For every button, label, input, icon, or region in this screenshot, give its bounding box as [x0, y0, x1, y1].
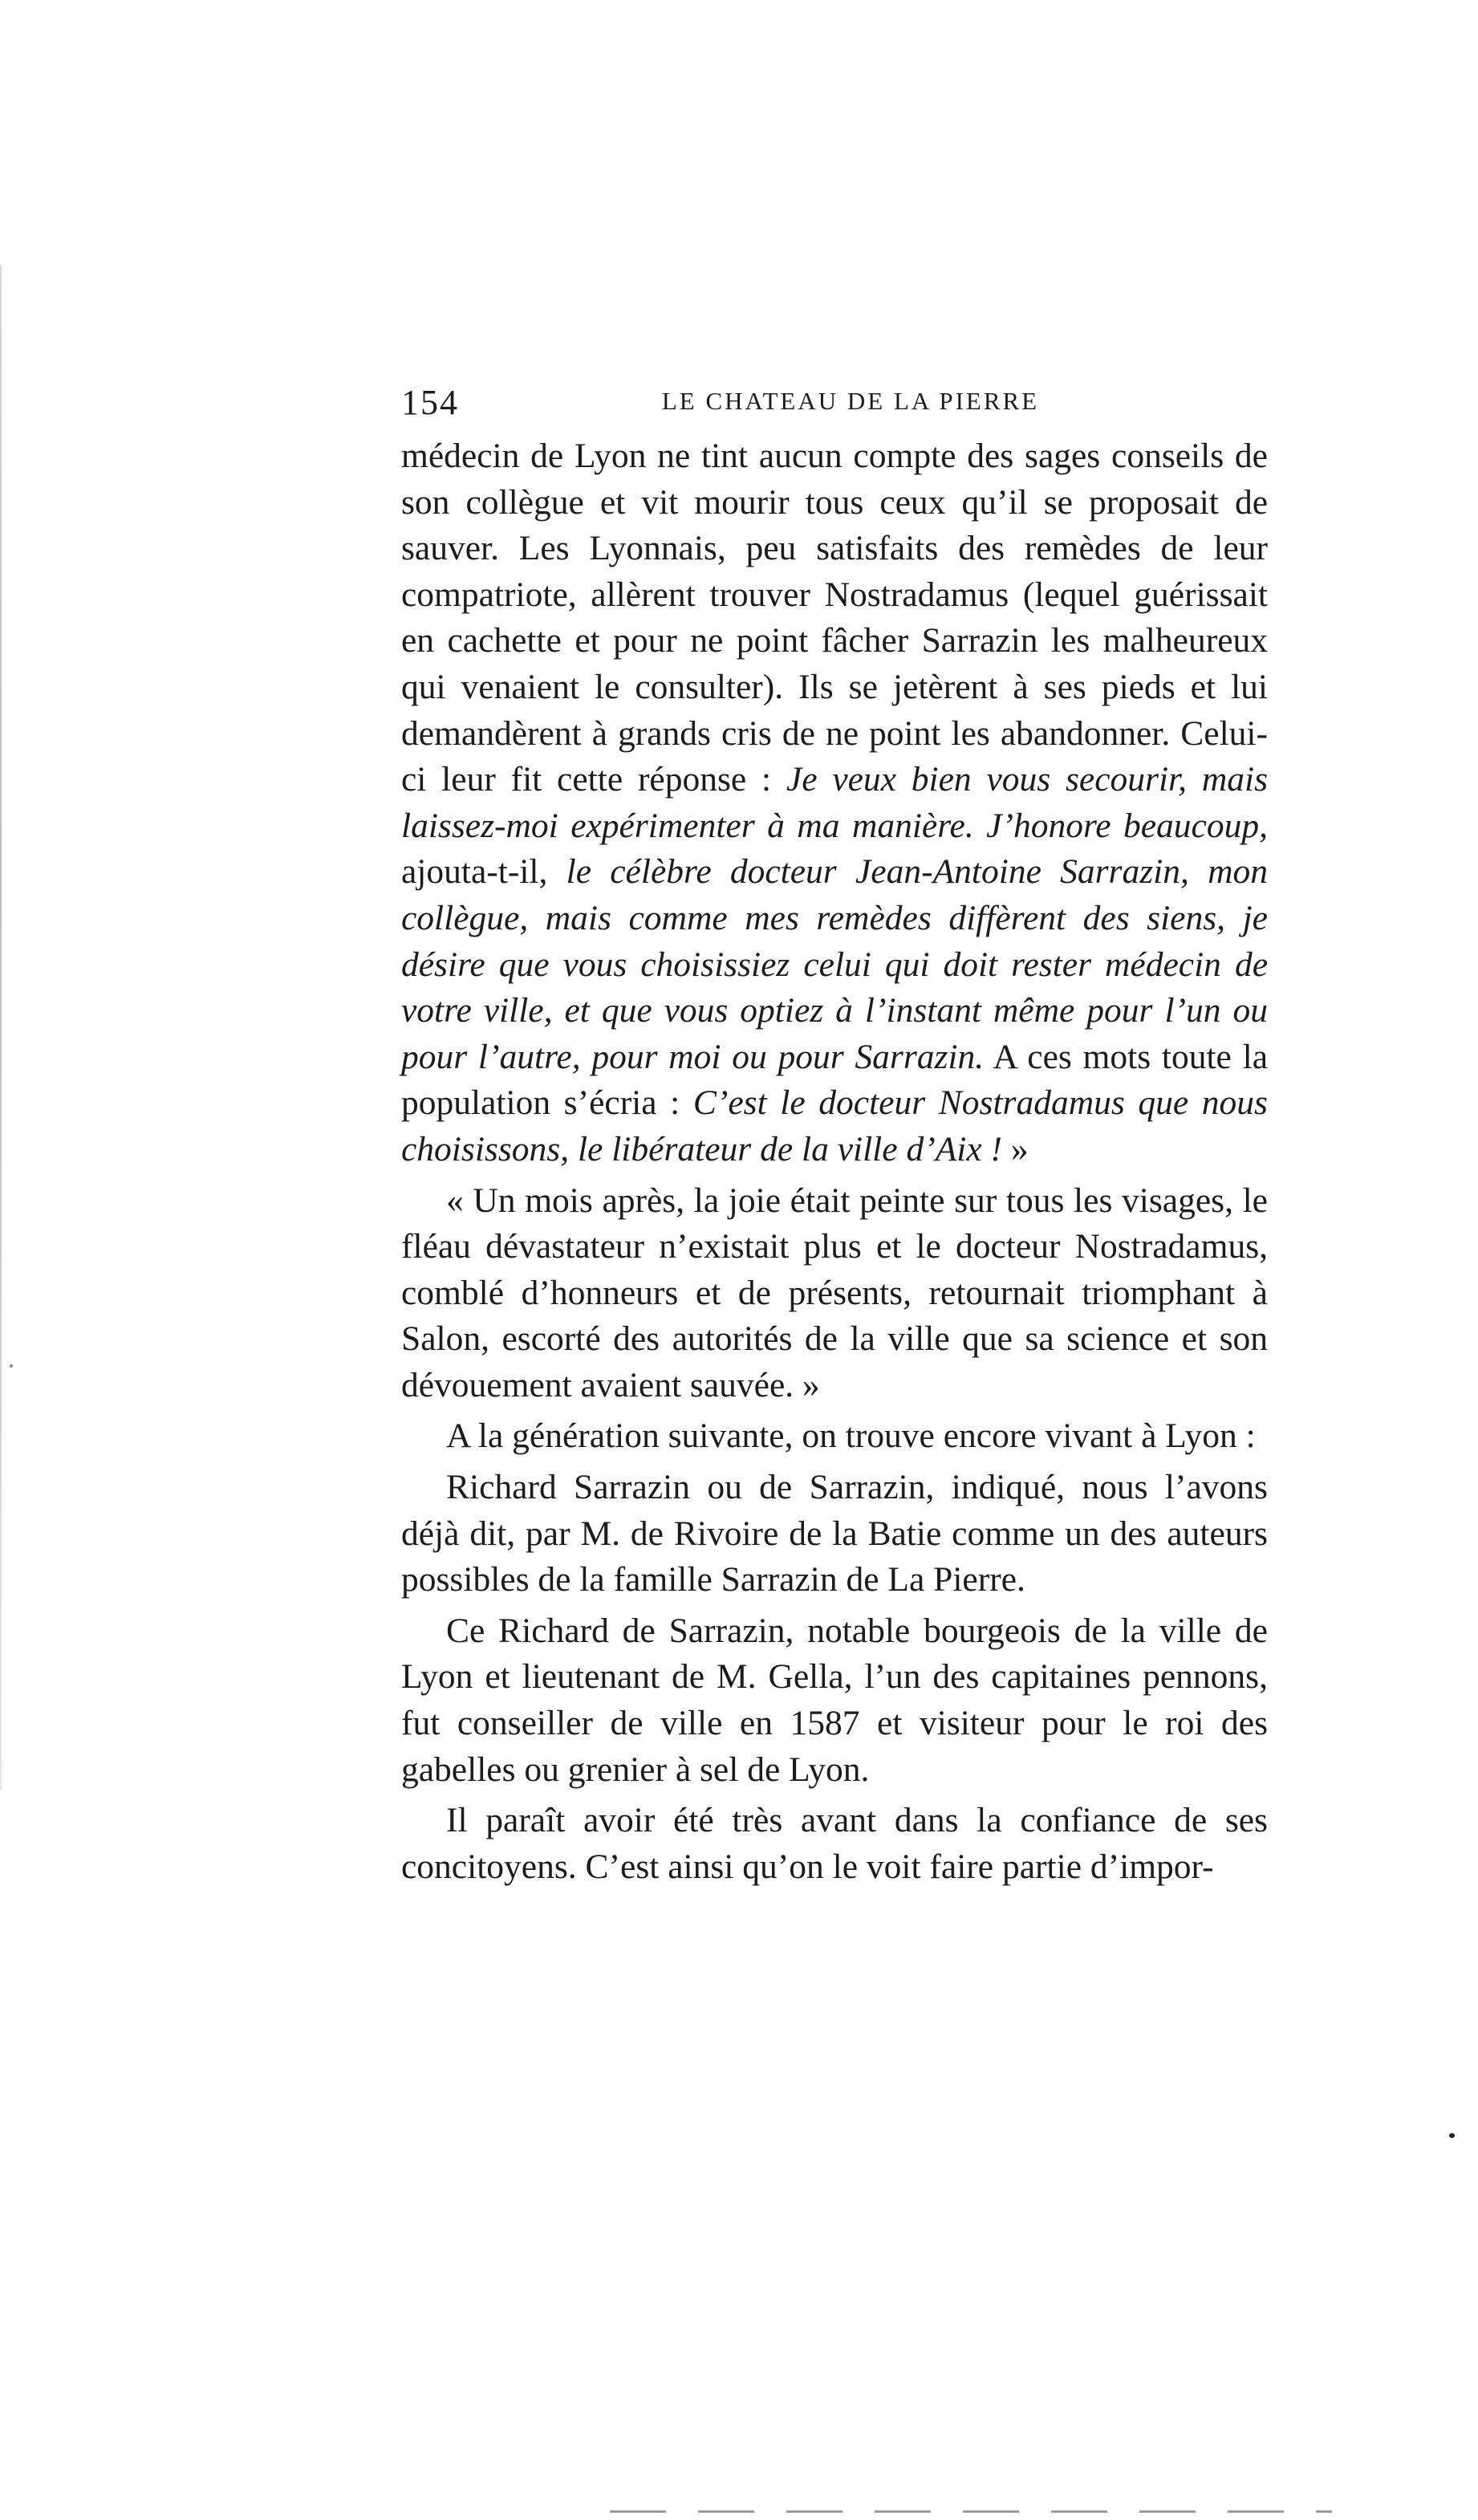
paragraph	[401, 1798, 1268, 1890]
page-header	[401, 382, 1268, 430]
paragraph	[401, 1178, 1268, 1409]
paragraph	[401, 1465, 1268, 1603]
ink-speck	[1449, 2133, 1455, 2138]
text-run: Ce Richard de Sarrazin, notable bourgeois de la ville de Lyon et lieutenant de M. Gella, l’un des capitaines pennons, fut conseiller de ville en 1587 et visiteur pour le roi des gabelles ou grenier à sel de Lyon.	[401, 1611, 1268, 1789]
text-run: A ces mots toute la population s’écria :	[401, 1037, 1268, 1123]
text-run: médecin de Lyon ne tint aucun compte des sages conseils de son collègue et vit mourir tous ceux qu’il se proposait de sauver. Les Lyonnais, peu satisfaits des remèdes de leur compatriote, allèrent trouver Nostradamus (lequel guérissait en cachette et pour ne point fâcher Sarrazin les malheureux qui venaient le consulter). Ils se jetèrent à ses pieds et lui demandèrent à grands cris de ne point les abandonner. Celui-ci leur fit cette réponse :	[401, 437, 1268, 799]
italic-text-run: Je veux bien vous secourir, mais laissez-moi expérimenter à ma manière. J’honore beaucoup,	[401, 760, 1269, 845]
body-text	[401, 433, 1268, 1890]
paragraph	[401, 1413, 1268, 1460]
text-run: A la génération suivante, on trouve encore vivant à Lyon :	[446, 1416, 1256, 1456]
paragraph	[401, 1608, 1268, 1793]
italic-text-run: le célèbre docteur Jean-Antoine Sarrazin, mon collègue, mais comme mes remèdes diffèrent des siens, je désire que vous choisissiez celui qui doit rester médecin de votre ville, et que vous optiez à l’instant même pour l’un ou pour l’autre, pour moi ou pour Sarrazin.	[401, 852, 1268, 1076]
paragraph	[401, 433, 1268, 1173]
bottom-scan-marks	[610, 2510, 1332, 2513]
text-run: Il paraît avoir été très avant dans la confiance de ses concitoyens. C’est ainsi qu’on le voit faire partie d’impor-	[401, 1801, 1268, 1886]
running-title: LE CHATEAU DE LA PIERRE	[661, 387, 1040, 415]
ink-speck	[10, 1364, 13, 1368]
scan-edge-line	[0, 265, 2, 1790]
text-run: Richard Sarrazin ou de Sarrazin, indiqué, nous l’avons déjà dit, par M. de Rivoire de la Batie comme un des auteurs possibles de la famille Sarrazin de La Pierre.	[401, 1468, 1268, 1599]
text-run: ajouta-t-il,	[401, 852, 566, 892]
text-run: « Un mois après, la joie était peinte sur tous les visages, le fléau dévastateur n’existait plus et le docteur Nostradamus, comblé d’honneurs et de présents, retournait triomphant à Salon, escorté des autorités de la ville que sa science et son dévouement avaient sauvée. »	[401, 1181, 1268, 1404]
italic-text-run: C’est le docteur Nostradamus que nous choisissons, le libérateur de la ville d’Aix !	[401, 1083, 1268, 1169]
text-run: »	[1002, 1129, 1029, 1169]
page-number: 154	[401, 383, 459, 422]
